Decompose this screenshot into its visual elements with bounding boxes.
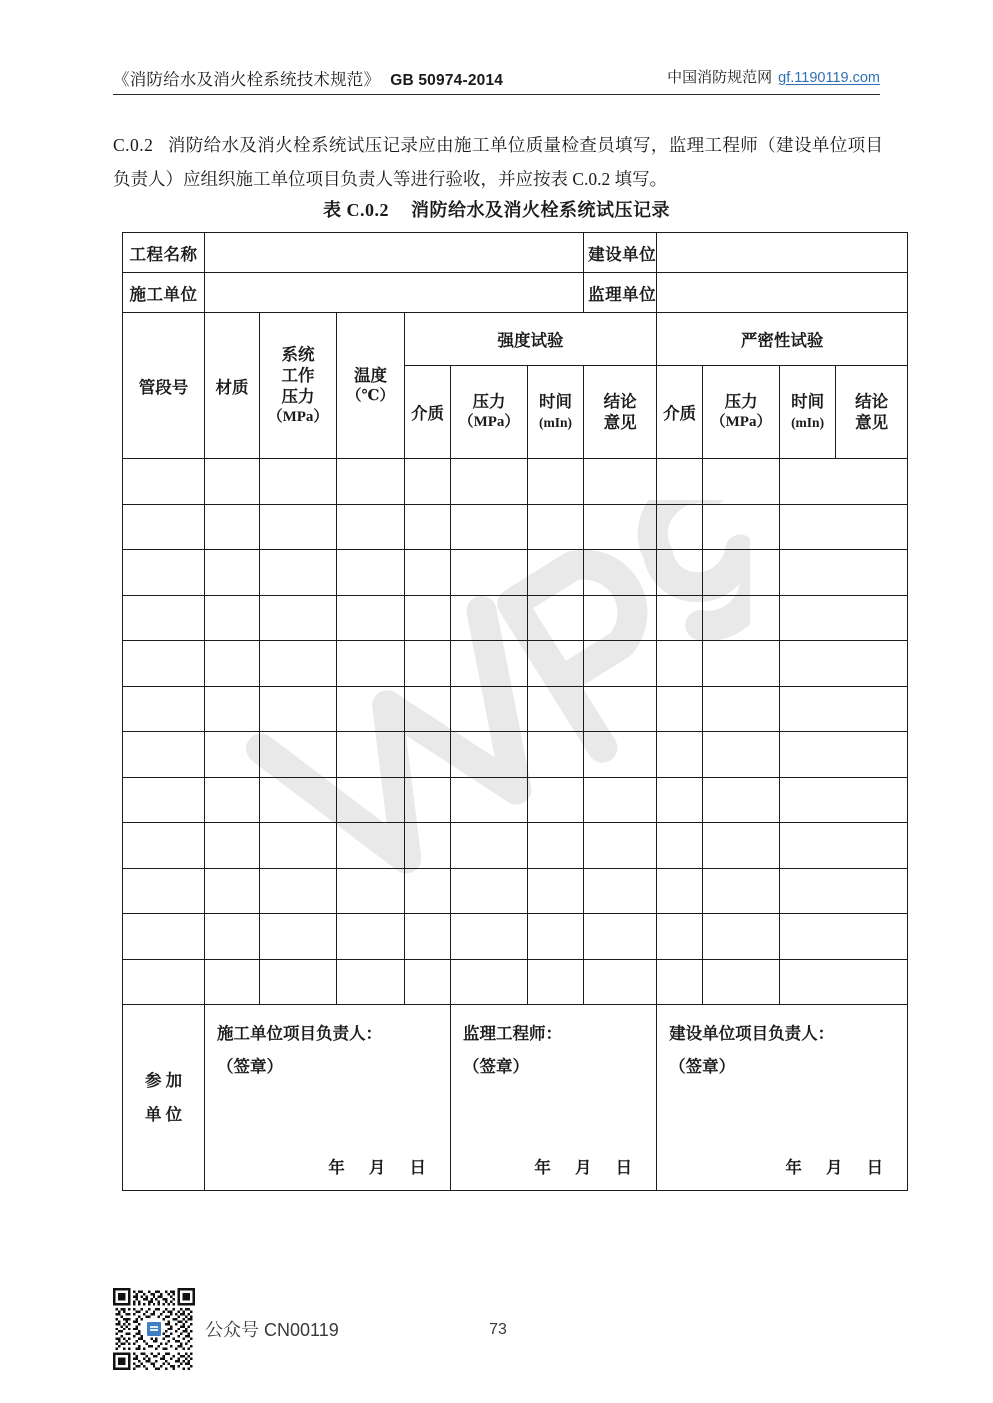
table-cell[interactable] [205,595,260,641]
table-cell[interactable] [584,641,657,687]
header-tightness-conclusion-l2: 意见 [855,413,889,432]
table-cell[interactable] [337,959,405,1005]
table-cell[interactable] [337,504,405,550]
header-temperature-label: 温度 [354,365,387,385]
table-cell[interactable] [584,959,657,1005]
table-cell[interactable] [451,641,528,687]
table-cell[interactable] [780,686,908,732]
header-strength-time-unit: (mIn) [539,415,573,430]
table-cell[interactable] [405,595,451,641]
table-cell[interactable] [703,959,780,1005]
header-pipe-section-label: 管段号 [138,377,189,397]
header-pipe-section [123,313,205,459]
running-head-left [113,66,503,90]
table-row [123,550,908,596]
table-cell[interactable] [584,550,657,596]
table-row [123,914,908,960]
table-cell[interactable] [780,732,908,778]
pressure-test-record-table [122,232,908,1191]
header-strength-pressure [451,366,528,459]
table-cell[interactable] [123,595,205,641]
header-strength-pressure-label: 压力 [472,392,506,411]
signature-cell-contractor[interactable] [205,1005,451,1191]
table-cell[interactable] [123,686,205,732]
table-cell[interactable] [123,777,205,823]
table-cell[interactable] [205,959,260,1005]
header-tightness-conclusion-l1: 结论 [855,392,889,411]
signature-title-contractor: 施工单位项目负责人： [217,1024,382,1043]
table-cell[interactable] [205,868,260,914]
table-cell[interactable] [451,914,528,960]
table-cell[interactable] [451,686,528,732]
table-cell[interactable] [703,732,780,778]
table-row [123,686,908,732]
header-tightness-time [780,366,836,459]
header-material-label: 材质 [215,377,249,397]
table-cell[interactable] [451,595,528,641]
header-working-pressure [260,313,337,459]
table-cell[interactable] [584,732,657,778]
table-cell[interactable] [123,823,205,869]
table-cell[interactable] [528,550,584,596]
label-project-name: 工程名称 [123,233,205,273]
table-cell[interactable] [528,641,584,687]
table-cell[interactable] [123,914,205,960]
signature-seal-owner: （签章） [669,1057,736,1076]
table-cell[interactable] [657,504,703,550]
header-strength-time [528,366,584,459]
header-tightness-pressure [703,366,780,459]
signature-title-owner: 建设单位项目负责人： [669,1024,835,1043]
table-cell[interactable] [657,868,703,914]
table-cell[interactable] [405,868,451,914]
table-cell[interactable] [657,777,703,823]
table-cell[interactable] [780,641,908,687]
table-cell[interactable] [205,641,260,687]
table-cell[interactable] [123,732,205,778]
table-cell[interactable] [584,686,657,732]
table-cell[interactable] [260,504,337,550]
table-row [123,595,908,641]
table-cell[interactable] [260,868,337,914]
header-tightness-time-unit: (mIn) [791,415,825,430]
running-head-right [667,66,880,87]
table-cell[interactable] [780,550,908,596]
table-cell[interactable] [528,777,584,823]
table-cell[interactable] [337,641,405,687]
table-cell[interactable] [405,959,451,1005]
table-cell[interactable] [528,504,584,550]
info-row-project [123,233,908,273]
table-cell[interactable] [205,732,260,778]
table-cell[interactable] [123,868,205,914]
table-cell[interactable] [205,504,260,550]
table-cell[interactable] [657,823,703,869]
standard-title: 《消防给水及消火栓系统技术规范》 [113,71,381,89]
site-url-link[interactable]: gf.1190119.com [778,70,880,86]
header-strength-time-label: 时间 [539,392,573,411]
signature-date-contractor[interactable]: 年 月 日 [328,1158,436,1177]
table-cell[interactable] [528,732,584,778]
table-cell[interactable] [780,595,908,641]
table-cell[interactable] [205,550,260,596]
header-working-pressure-l2: 工作 [281,365,315,385]
table-cell[interactable] [123,550,205,596]
table-cell[interactable] [205,823,260,869]
clause-paragraph [113,128,883,196]
table-cell[interactable] [584,823,657,869]
table-cell[interactable] [528,823,584,869]
table-cell[interactable] [405,914,451,960]
table-cell[interactable] [260,686,337,732]
table-cell[interactable] [451,959,528,1005]
table-row [123,777,908,823]
table-cell[interactable] [584,595,657,641]
site-name: 中国消防规范网 [667,69,773,86]
table-row [123,504,908,550]
table-cell[interactable] [337,823,405,869]
table-cell[interactable] [405,504,451,550]
table-cell[interactable] [451,868,528,914]
table-cell[interactable] [123,641,205,687]
table-row [123,459,908,505]
table-cell[interactable] [780,777,908,823]
table-cell[interactable] [260,777,337,823]
table-cell[interactable] [528,459,584,505]
table-cell[interactable] [337,868,405,914]
table-cell[interactable] [780,914,908,960]
header-tightness-test: 严密性试验 [657,313,908,366]
table-cell[interactable] [260,641,337,687]
table-cell[interactable] [703,504,780,550]
table-cell[interactable] [260,459,337,505]
header-strength-test: 强度试验 [405,313,657,366]
standard-code: GB 50974-2014 [390,72,504,89]
header-temperature-unit: （℃） [346,387,395,404]
table-cell[interactable] [703,459,780,505]
field-project-name[interactable] [205,233,584,273]
table-cell[interactable] [451,504,528,550]
table-cell[interactable] [584,914,657,960]
table-cell[interactable] [405,732,451,778]
table-cell[interactable] [405,686,451,732]
table-cell[interactable] [703,914,780,960]
table-cell[interactable] [657,914,703,960]
table-cell[interactable] [337,686,405,732]
header-material [205,313,260,459]
table-cell[interactable] [780,459,908,505]
table-cell[interactable] [337,550,405,596]
table-cell[interactable] [205,777,260,823]
table-cell[interactable] [260,550,337,596]
table-row [123,959,908,1005]
table-cell[interactable] [584,504,657,550]
table-cell[interactable] [528,914,584,960]
header-temperature [337,313,405,459]
signature-title-supervisor: 监理工程师： [463,1024,562,1043]
table-cell[interactable] [703,550,780,596]
table-cell[interactable] [405,641,451,687]
table-cell[interactable] [703,823,780,869]
table-cell[interactable] [405,459,451,505]
table-cell[interactable] [780,868,908,914]
table-cell[interactable] [205,914,260,960]
table-cell[interactable] [260,914,337,960]
table-cell[interactable] [260,595,337,641]
clause-number: C.0.2 [113,134,154,155]
table-cell[interactable] [584,459,657,505]
signature-date-supervisor[interactable]: 年 月 日 [534,1158,643,1177]
header-strength-medium: 介质 [405,366,451,459]
table-cell[interactable] [337,914,405,960]
signature-cell-supervisor[interactable] [451,1005,657,1191]
table-cell[interactable] [703,686,780,732]
signature-cell-owner[interactable] [657,1005,908,1191]
table-cell[interactable] [703,641,780,687]
field-construction-owner[interactable] [657,233,908,273]
header-working-pressure-unit: （MPa） [267,408,329,425]
table-cell[interactable] [584,868,657,914]
header-strength-conclusion-l1: 结论 [603,392,637,411]
label-construction-owner: 建设单位 [584,233,657,273]
table-cell[interactable] [260,732,337,778]
table-cell[interactable] [528,868,584,914]
table-cell[interactable] [528,595,584,641]
table-cell[interactable] [337,732,405,778]
table-cell[interactable] [337,595,405,641]
table-cell[interactable] [451,777,528,823]
signature-seal-supervisor: （签章） [463,1057,529,1076]
header-tightness-time-label: 时间 [791,392,825,411]
table-caption-text: 消防给水及消火栓系统试压记录 [411,200,670,220]
table-cell[interactable] [451,732,528,778]
table-cell[interactable] [780,959,908,1005]
header-working-pressure-l1: 系统 [281,344,315,364]
header-group-row [123,313,908,366]
table-cell[interactable] [260,959,337,1005]
header-tightness-conclusion [836,366,908,459]
table-cell[interactable] [657,550,703,596]
table-row [123,732,908,778]
header-tightness-pressure-label: 压力 [724,392,758,411]
table-cell[interactable] [528,959,584,1005]
table-cell[interactable] [123,504,205,550]
header-strength-conclusion-l2: 意见 [603,413,637,432]
table-cell[interactable] [657,686,703,732]
table-caption-number: 表 C.0.2 [323,200,389,220]
clause-text: 消防给水及消火栓系统试压记录应由施工单位质量检查员填写，监理工程师（建设单位项目负责人）应组织施工单位项目负责人等进行验收，并应按表 C.0.2 填写。 [113,134,883,189]
participating-parties-l1: 参 加 [144,1070,183,1090]
label-supervision-unit: 监理单位 [584,273,657,313]
field-contractor-unit[interactable] [205,273,584,313]
table-cell[interactable] [703,777,780,823]
header-working-pressure-l3: 压力 [281,386,315,406]
table-cell[interactable] [405,777,451,823]
table-cell[interactable] [657,595,703,641]
qr-caption: 公众号 CN00119 [205,1320,339,1340]
table-cell[interactable] [703,868,780,914]
table-cell[interactable] [205,459,260,505]
table-cell[interactable] [405,823,451,869]
signature-seal-contractor: （签章） [217,1057,283,1076]
table-cell[interactable] [528,686,584,732]
running-head [113,66,880,95]
participating-parties-label [123,1005,205,1191]
table-cell[interactable] [657,459,703,505]
page-number: 73 [489,1321,507,1338]
table-row [123,868,908,914]
info-row-contractor [123,273,908,313]
table-cell[interactable] [405,550,451,596]
table-cell[interactable] [584,777,657,823]
table-cell[interactable] [451,550,528,596]
table-cell[interactable] [205,686,260,732]
table-cell[interactable] [657,732,703,778]
header-tightness-medium: 介质 [657,366,703,459]
table-cell[interactable] [451,459,528,505]
table-row [123,641,908,687]
table-cell[interactable] [780,504,908,550]
label-contractor-unit: 施工单位 [123,273,205,313]
page-footer [113,1288,883,1388]
table-cell[interactable] [123,959,205,1005]
table-cell[interactable] [657,641,703,687]
table-cell[interactable] [657,959,703,1005]
field-supervision-unit[interactable] [657,273,908,313]
table-cell[interactable] [260,823,337,869]
table-cell[interactable] [780,823,908,869]
header-tightness-pressure-unit: （MPa） [710,414,772,430]
table-cell[interactable] [703,595,780,641]
table-cell[interactable] [337,777,405,823]
header-strength-conclusion [584,366,657,459]
header-strength-pressure-unit: （MPa） [458,414,520,430]
signature-row [123,1005,908,1191]
participating-parties-l2: 单 位 [144,1104,183,1124]
table-row [123,823,908,869]
table-cell[interactable] [337,459,405,505]
table-cell[interactable] [123,459,205,505]
table-cell[interactable] [451,823,528,869]
table-caption [113,196,880,222]
signature-date-owner[interactable]: 年 月 日 [785,1158,894,1177]
